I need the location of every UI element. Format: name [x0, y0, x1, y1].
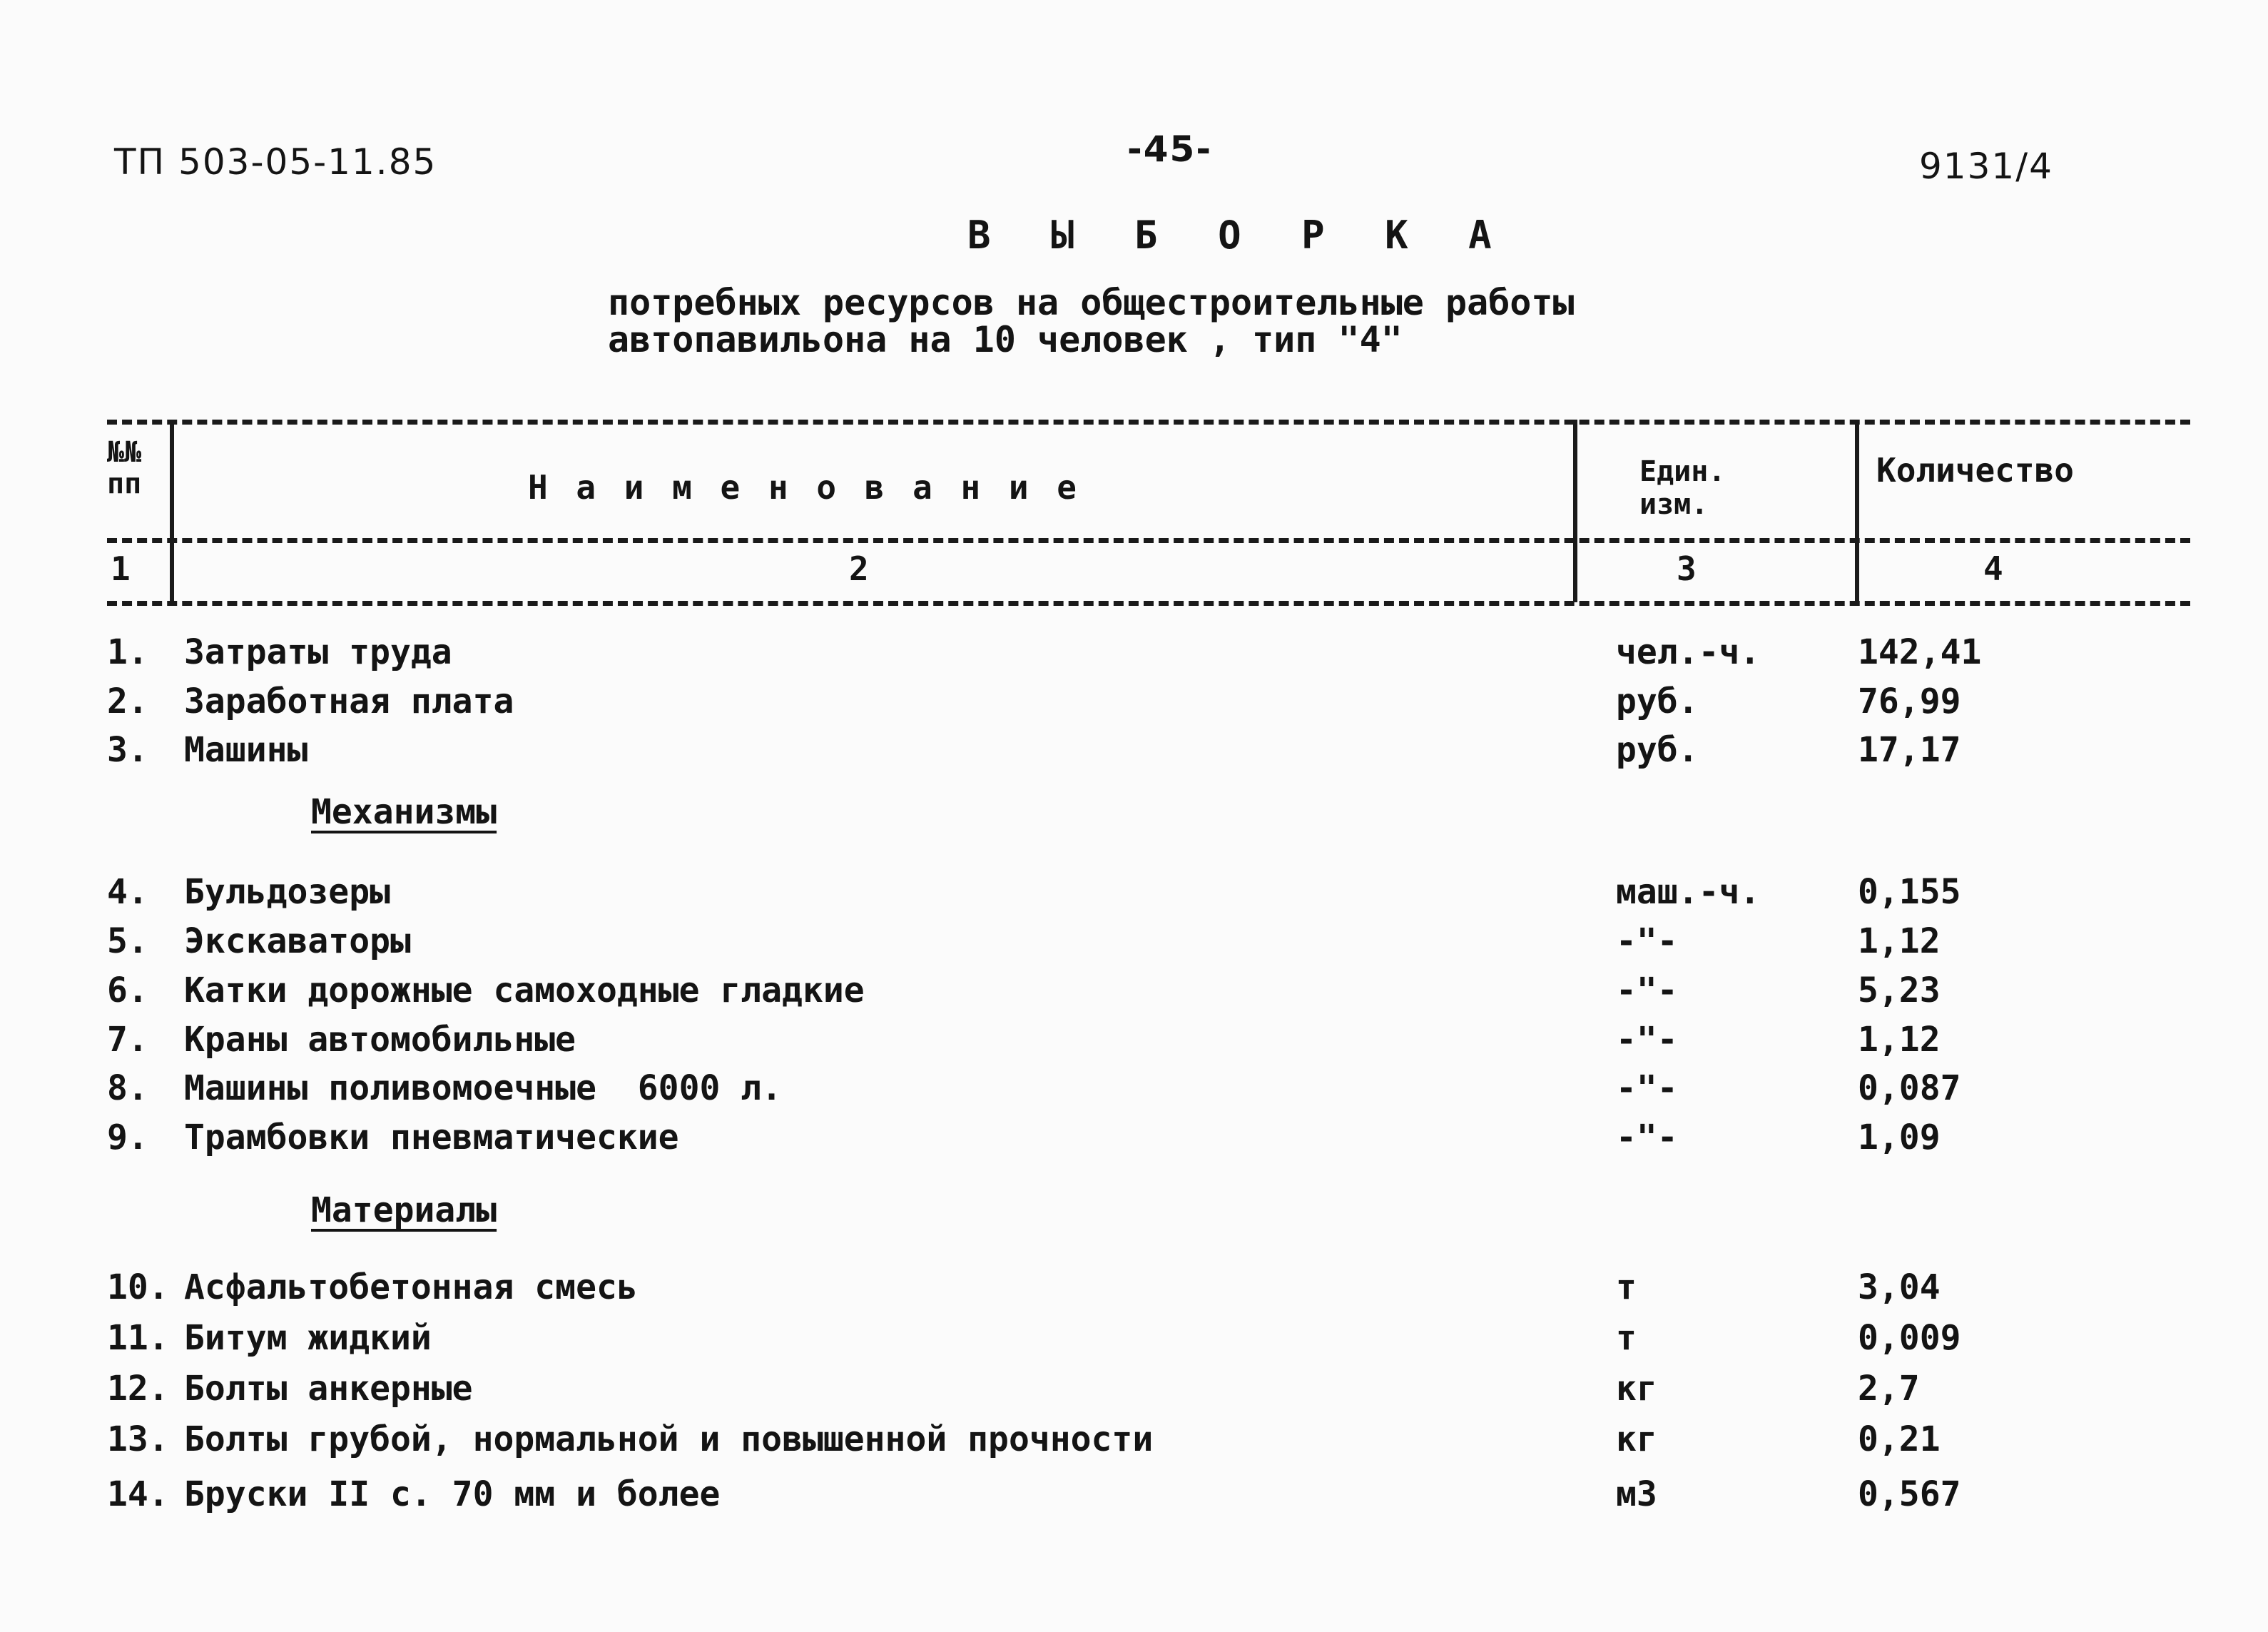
row-name: Трамбовки пневматические: [184, 1117, 679, 1157]
table-row: [0, 1068, 2268, 1111]
row-name: Бруски II с. 70 мм и более: [184, 1474, 721, 1514]
row-quantity: 2,7: [1858, 1369, 1920, 1409]
row-name: Заработная плата: [184, 681, 514, 721]
row-name: Битум жидкий: [184, 1318, 432, 1358]
row-unit: руб.: [1616, 681, 1699, 721]
row-quantity: 3,04: [1858, 1267, 1941, 1307]
row-quantity: 76,99: [1858, 681, 1961, 721]
row-number: 11.: [107, 1318, 169, 1358]
row-quantity: 0,009: [1858, 1318, 1961, 1358]
table-row: [0, 730, 2268, 773]
row-number: 14.: [107, 1474, 169, 1514]
row-number: 7.: [107, 1020, 148, 1060]
table-row: [0, 1117, 2268, 1160]
table-row: [0, 1474, 2268, 1517]
table-row: [0, 921, 2268, 964]
row-number: 3.: [107, 730, 148, 770]
row-number: 8.: [107, 1068, 148, 1108]
section-heading-materials: Материалы: [311, 1190, 497, 1230]
row-name: Бульдозеры: [184, 872, 390, 912]
column-index-4: 4: [1983, 549, 2003, 588]
row-unit: -"-: [1616, 970, 1678, 1010]
document-subtitle-line-2: автопавильона на 10 человек , тип "4": [608, 319, 1403, 360]
table-row: [0, 1267, 2268, 1310]
row-unit: м3: [1616, 1474, 1657, 1514]
row-name: Болты грубой, нормальной и повышенной прочности: [184, 1419, 1154, 1459]
table-row: [0, 681, 2268, 724]
row-quantity: 0,155: [1858, 872, 1961, 912]
table-row: [0, 1369, 2268, 1411]
row-quantity: 5,23: [1858, 970, 1941, 1010]
row-number: 12.: [107, 1369, 169, 1409]
row-unit: кг: [1616, 1419, 1657, 1459]
column-index-1: 1: [111, 549, 131, 588]
row-unit: чел.-ч.: [1616, 632, 1761, 672]
row-number: 13.: [107, 1419, 169, 1459]
row-unit: т: [1616, 1267, 1637, 1307]
row-unit: -"-: [1616, 921, 1678, 961]
row-number: 2.: [107, 681, 148, 721]
column-divider-1: [170, 422, 174, 602]
row-number: 5.: [107, 921, 148, 961]
table-row: [0, 632, 2268, 675]
row-unit: маш.-ч.: [1616, 872, 1761, 912]
row-name: Катки дорожные самоходные гладкие: [184, 970, 865, 1010]
row-name: Затраты труда: [184, 632, 452, 672]
row-quantity: 0,21: [1858, 1419, 1941, 1459]
row-quantity: 1,12: [1858, 921, 1941, 961]
row-number: 9.: [107, 1117, 148, 1157]
row-unit: т: [1616, 1318, 1637, 1358]
document-title: В Ы Б О Р К А: [967, 213, 1510, 258]
row-unit: -"-: [1616, 1020, 1678, 1060]
column-divider-2: [1573, 420, 1577, 602]
row-quantity: 1,12: [1858, 1020, 1941, 1060]
row-unit: руб.: [1616, 730, 1699, 770]
row-quantity: 1,09: [1858, 1117, 1941, 1157]
row-quantity: 142,41: [1858, 632, 1982, 672]
column-index-2: 2: [849, 549, 869, 588]
column-index-3: 3: [1677, 549, 1697, 588]
table-row: [0, 970, 2268, 1013]
section-heading-mechanisms: Механизмы: [311, 792, 497, 832]
row-number: 1.: [107, 632, 148, 672]
row-name: Машины поливомоечные 6000 л.: [184, 1068, 783, 1108]
row-unit: -"-: [1616, 1068, 1678, 1108]
table-row: [0, 1020, 2268, 1063]
table-row: [0, 1419, 2268, 1462]
row-name: Экскаваторы: [184, 921, 411, 961]
table-header-bottom-rule: [107, 601, 2190, 606]
table-mid-rule: [107, 538, 2190, 543]
page-number: -45-: [1127, 128, 1213, 170]
table-row: [0, 1318, 2268, 1361]
row-quantity: 0,087: [1858, 1068, 1961, 1108]
row-unit: кг: [1616, 1369, 1657, 1409]
column-header-quantity: Количество: [1876, 451, 2074, 490]
row-unit: -"-: [1616, 1117, 1678, 1157]
document-code: ТП 503-05-11.85: [114, 141, 437, 183]
table-top-rule: [107, 420, 2190, 425]
document-subtitle-line-1: потребных ресурсов на общестроительные работы: [608, 282, 1575, 323]
column-header-name: Н а и м е н о в а н и е: [528, 468, 1081, 507]
row-name: Краны автомобильные: [184, 1020, 576, 1060]
column-divider-3: [1855, 420, 1859, 602]
column-header-num: №№ пп: [107, 436, 142, 500]
row-number: 10.: [107, 1267, 169, 1307]
column-header-unit: Един. изм.: [1639, 455, 1726, 521]
row-number: 4.: [107, 872, 148, 912]
row-name: Болты анкерные: [184, 1369, 473, 1409]
row-name: Машины: [184, 730, 308, 770]
table-row: [0, 872, 2268, 915]
document-number: 9131/4: [1919, 146, 2053, 187]
row-quantity: 0,567: [1858, 1474, 1961, 1514]
row-number: 6.: [107, 970, 148, 1010]
row-name: Асфальтобетонная смесь: [184, 1267, 638, 1307]
row-quantity: 17,17: [1858, 730, 1961, 770]
